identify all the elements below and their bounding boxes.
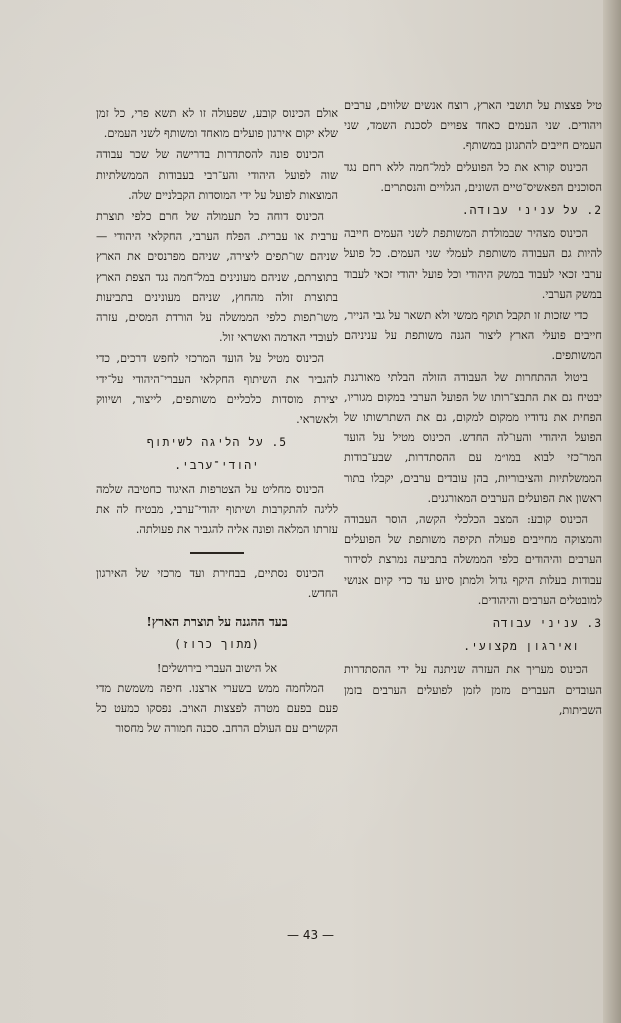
paragraph: הכינוס מחליט על הצטרפות האיגוד כחטיבה שלמה לליגה להתקרבות ושיתוף יהודי־ערבי, מבטיח לה את עזרתו המלאה ופונה אליה להגביר את פעולתה. [96,482,338,537]
paragraph: ביטול ההתחרות של העבודה הזולה הבלתי מאורגנת יבטיח גם את התבצ־רותו של הפועל הערבי במקום מגוריו, הפחית את נדודיו ממקום למקום, גם את השתרשותו של הפועל היהודי והעו־לה החדש. הכינוס מטיל על הועד המר־כזי לבוא במו״מ עם ההסתדרות, שבע־בודות הממשלתיות והציבוריות, בהן עובדים ערבים, יקבלו בתור ראשון את הפועלים הערבים המאורגנים. [344,370,602,505]
page-number: — 43 — [287,928,334,942]
paragraph: הכינוס פונה להסתדרות בדרישה של שכר עבודה שוה לפועל היהודי והע־רבי בעבודות הממשלתיות המוצאות לפועל על ידי המוסדות הקבלניים שלה. [96,148,338,202]
paragraph: הכינוס נסתיים, בבחירת ועד מרכזי של האירגון החדש. [96,566,338,600]
section-heading-3-line1: 3. עניני עבודה [492,617,602,631]
left-column [96,104,338,740]
paragraph: הכינוס מצהיר שבמולדת המשותפת לשני העמים חייבה להיות גם העבודה משותפת לעמלי שני העמים. כל פועל ערבי זכאי לעבוד במשק היהודי וכל פועל יהודי זכאי לעבוד במשק הערבי. [344,227,602,301]
paragraph: כדי שזכות זו תקבל תוקף ממשי ולא תשאר על גבי הנייר, חייבים פועלי הארץ ליצור הגנה משותפת על עניניהם המשותפים. [344,309,602,363]
section-heading-3-line2: ואירגון מקצועי. [463,640,580,654]
article-title: בעד ההגנה על תוצרת הארץ! [146,614,288,630]
paragraph: הכינוס דוחה כל תעמולה של חרם כלפי תוצרת ערבית או עברית. הפלח הערבי, החקלאי היהודי — שניהם שו־תפים ליצירה, שניהם מפרנסים את הארץ בתוצרתם, שניהם מעונינים במל־חמה נגד הצפת הארץ בתוצרת זולה מהחוץ, שניהם מעונינים בתביעות משו־תפות כלפי הממשלה על הורדת המסים, עזרה לעובדי האדמה ואשראי זול. [96,210,338,345]
paragraph: טיל פצצות על תושבי הארץ, רוצח אנשים שלווים, ערבים ויהודים. שני העמים כאחד צפויים לסכנת השמד, שני העמים חייבים להתגונן במשותף. [344,99,602,153]
paragraph: הכינוס מטיל על הועד המרכזי לחפש דרכים, כדי להגביר את השיתוף החקלאי העברי־היהודי על־ידי יצירת מוסדות כלכליים משותפים, לייצור, ושיווק ולאשראי. [96,352,338,427]
page-edge-shadow [603,0,621,1023]
section-heading-5-line1: 5. על הליגה לשיתוף [146,436,288,450]
paragraph: אולם הכינוס קובע, שפעולה זו לא תשא פרי, כל זמן שלא יקום אירגון פועלים מואחד ומשותף לשני העמים. [96,107,338,141]
paragraph: הכינוס מעריך את העזרה שניתנה על ידי ההסתדרות העובדים העברים מזמן לזמן לפועלים הערבים בזמן השביתות, [344,663,602,717]
right-column [344,96,602,722]
paragraph: הכינוס קובע: המצב הכלכלי הקשה, הוסר העבודה והמצוקה מחייבים פעולה תקיפה משותפת של הפועלים הערבים והיהודים כלפי הממשלה בתביעה נמרצת לסידור עבודות בעלות היקף גדול ולמתן סיוע עד כדי קיום אנושי למובטלים הערבים והיהודים. [344,513,602,607]
divider [190,552,244,554]
section-heading-5-line2: יהודי־ערבי. [174,459,260,473]
article-address: אל הישוב העברי בירושלים! [156,661,278,675]
paragraph: הכינוס קורא את כל הפועלים למל־חמה ללא רחם נגד הסוכנים הפאשיס־טיים השונים, הגלויים והנסתרים. [344,160,602,194]
article-subtitle: (מתוך כרוז) [174,638,260,652]
section-heading-2: 2. על עניני עבודה. [461,204,602,218]
paragraph: המלחמה ממש בשערי ארצנו. חיפה משמשת מדי פעם בפעם מטרה לפצצות האויב. נפסקו כמעט כל הקשרים עם העולם הרחב. סכנה חמורה של מחסור [96,681,338,736]
